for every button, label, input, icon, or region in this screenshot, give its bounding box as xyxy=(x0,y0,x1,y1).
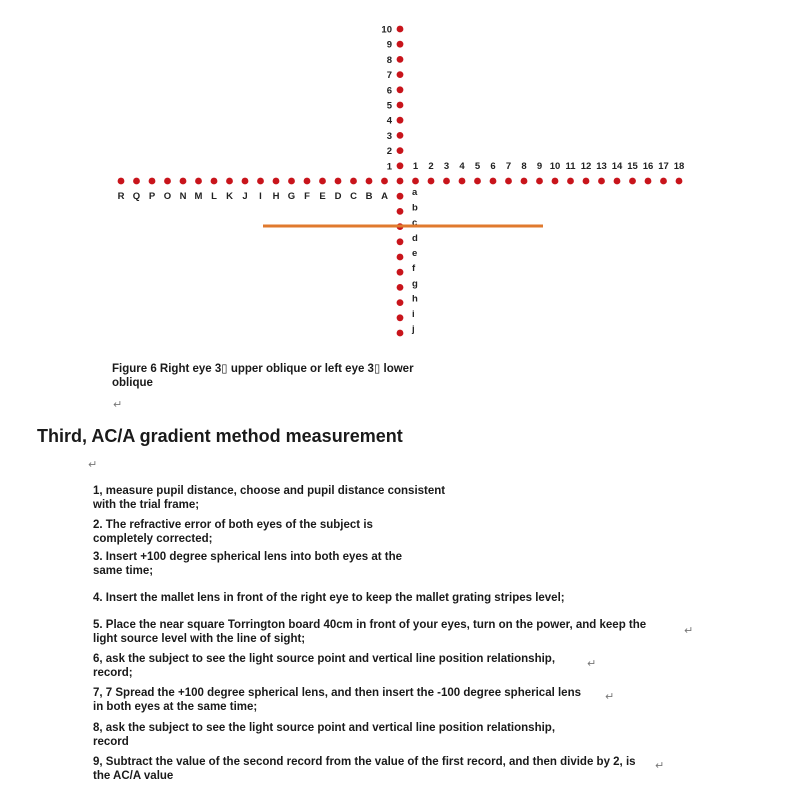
step-5 xyxy=(93,619,733,646)
right-dot-16 xyxy=(645,178,652,185)
right-dot-17 xyxy=(660,178,667,185)
left-dot-N xyxy=(180,178,187,185)
step-2 xyxy=(93,519,693,546)
left-label-C: C xyxy=(350,191,357,202)
down-dot-i xyxy=(397,314,404,321)
up-label-9: 9 xyxy=(386,39,392,51)
step-1-line-1: 1, measure pupil distance, choose and pupil distance consistent xyxy=(93,485,446,497)
left-dot-P xyxy=(149,178,156,185)
right-label-13: 13 xyxy=(596,161,607,172)
left-label-D: D xyxy=(334,191,342,202)
up-label-6: 6 xyxy=(386,85,392,97)
up-dot-7 xyxy=(397,71,404,78)
right-dot-7 xyxy=(505,178,512,185)
right-label-8: 8 xyxy=(521,161,527,172)
down-dot-j xyxy=(397,330,404,337)
left-label-P: P xyxy=(148,191,156,202)
up-dot-5 xyxy=(397,102,404,109)
right-dot-5 xyxy=(474,178,481,185)
down-label-a: a xyxy=(412,187,418,199)
caption-text-1: Figure 6 Right eye 3 xyxy=(112,363,222,375)
caption-text-3: lower oblique xyxy=(112,363,414,389)
maddox-cross-figure xyxy=(0,0,800,350)
right-dot-6 xyxy=(490,178,497,185)
step-6-line-1: 6, ask the subject to see the light source point and vertical line position relationship, xyxy=(93,653,556,665)
left-dot-L xyxy=(211,178,218,185)
up-dot-9 xyxy=(397,41,404,48)
left-dot-M xyxy=(195,178,202,185)
left-label-O: O xyxy=(163,191,172,202)
right-label-17: 17 xyxy=(658,161,669,172)
down-dot-f xyxy=(397,269,404,276)
step-3-line-1: 3. Insert +100 degree spherical lens into both eyes at the xyxy=(93,551,403,563)
down-label-i: i xyxy=(412,308,415,320)
center-dot xyxy=(397,178,404,185)
down-label-f: f xyxy=(412,263,416,275)
left-dot-K xyxy=(226,178,233,185)
down-dot-d xyxy=(397,238,404,245)
up-dot-2 xyxy=(397,147,404,154)
step-7 xyxy=(93,687,733,714)
right-dot-9 xyxy=(536,178,543,185)
step-9 xyxy=(93,756,733,783)
right-dot-1 xyxy=(412,178,419,185)
left-dot-H xyxy=(273,178,280,185)
left-label-R: R xyxy=(117,191,125,202)
step-9-line-2: the AC/A value xyxy=(93,769,174,782)
down-dot-a xyxy=(397,193,404,200)
left-label-L: L xyxy=(211,191,217,202)
step-7-line-1: 7, 7 Spread the +100 degree spherical lens, and then insert the -100 degree spherical lens xyxy=(93,687,581,699)
left-dot-E xyxy=(319,178,326,185)
left-dot-C xyxy=(350,178,357,185)
step-6-line-2: record; xyxy=(93,666,133,679)
down-label-g: g xyxy=(412,278,418,290)
left-label-B: B xyxy=(365,191,373,202)
step-3-line-2: same time; xyxy=(93,564,154,577)
right-dot-13 xyxy=(598,178,605,185)
right-label-6: 6 xyxy=(490,161,496,172)
left-dot-J xyxy=(242,178,249,185)
left-label-A: A xyxy=(381,191,388,202)
right-label-10: 10 xyxy=(549,161,561,172)
up-label-4: 4 xyxy=(386,115,392,127)
left-label-F: F xyxy=(304,191,310,202)
down-label-b: b xyxy=(412,202,418,214)
up-label-2: 2 xyxy=(386,146,392,158)
step-9-line-1: 9, Subtract the value of the second record from the value of the first record, and then divide by 2, is xyxy=(93,756,636,768)
left-dot-R xyxy=(118,178,125,185)
right-label-1: 1 xyxy=(412,161,419,172)
step-1-line-2: with the trial frame; xyxy=(93,498,200,511)
down-dot-b xyxy=(397,208,404,215)
left-label-M: M xyxy=(194,191,203,202)
right-dot-18 xyxy=(676,178,683,185)
step-2-line-2: completely corrected; xyxy=(93,532,213,545)
right-dot-12 xyxy=(583,178,590,185)
right-dot-10 xyxy=(552,178,559,185)
up-label-10: 10 xyxy=(381,24,392,36)
right-label-2: 2 xyxy=(428,161,434,172)
right-dot-15 xyxy=(629,178,636,185)
left-dot-D xyxy=(335,178,342,185)
right-dot-11 xyxy=(567,178,574,185)
left-dot-B xyxy=(366,178,373,185)
left-label-K: K xyxy=(226,191,233,202)
step-2-line-1: 2. The refractive error of both eyes of the subject is xyxy=(93,519,373,531)
down-dot-h xyxy=(397,299,404,306)
left-label-J: J xyxy=(242,191,248,202)
right-dot-8 xyxy=(521,178,528,185)
step-8-line-2: record xyxy=(93,735,129,748)
down-label-e: e xyxy=(412,248,418,259)
up-dot-3 xyxy=(397,132,404,139)
left-label-Q: Q xyxy=(132,191,141,202)
step-4-line-1: 4. Insert the mallet lens in front of the right eye to keep the mallet grating stripes level; xyxy=(93,592,565,604)
left-label-G: G xyxy=(287,191,296,202)
down-label-h: h xyxy=(412,293,418,305)
up-dot-6 xyxy=(397,86,404,93)
section-heading: Third, AC/A gradient method measurement xyxy=(37,426,403,446)
right-label-15: 15 xyxy=(627,161,638,172)
step-8-line-1: 8, ask the subject to see the light source point and vertical line position relationship, xyxy=(93,722,556,734)
right-label-16: 16 xyxy=(642,161,654,172)
right-label-3: 3 xyxy=(443,161,450,172)
up-dot-4 xyxy=(397,117,404,124)
right-dot-14 xyxy=(614,178,621,185)
left-label-N: N xyxy=(179,191,187,202)
left-dot-I xyxy=(257,178,264,185)
return-mark-2: ↵ xyxy=(88,458,98,471)
step-1 xyxy=(93,485,693,512)
step-6 xyxy=(93,653,733,680)
step-5-line-1: 5. Place the near square Torrington board 40cm in front of your eyes, turn on the power, and keep the xyxy=(93,619,647,631)
right-label-7: 7 xyxy=(505,161,512,172)
up-label-5: 5 xyxy=(386,100,392,112)
left-label-I: I xyxy=(259,191,262,202)
return-mark-6: ↵ xyxy=(655,759,665,772)
caption-text-2: upper oblique or left eye 3 xyxy=(227,363,374,375)
right-dot-4 xyxy=(459,178,466,185)
left-label-E: E xyxy=(319,191,326,202)
return-mark-5: ↵ xyxy=(605,690,615,703)
right-label-14: 14 xyxy=(611,161,623,172)
return-mark-3: ↵ xyxy=(684,624,694,637)
right-label-5: 5 xyxy=(474,161,481,172)
step-5-line-2: light source level with the line of sight; xyxy=(93,632,306,645)
left-dot-G xyxy=(288,178,295,185)
right-label-12: 12 xyxy=(580,161,592,172)
left-label-H: H xyxy=(272,191,280,202)
down-label-d: d xyxy=(412,232,418,244)
caption-box-2: ▯ xyxy=(373,363,381,375)
left-dot-A xyxy=(381,178,388,185)
up-dot-10 xyxy=(397,26,404,33)
return-mark-1: ↵ xyxy=(113,398,123,411)
up-label-1: 1 xyxy=(386,161,392,173)
right-label-4: 4 xyxy=(459,161,465,172)
step-7-line-2: in both eyes at the same time; xyxy=(93,700,258,713)
left-dot-O xyxy=(164,178,171,185)
step-8 xyxy=(93,722,733,749)
up-label-7: 7 xyxy=(386,70,392,82)
down-label-j: j xyxy=(412,324,415,335)
left-dot-F xyxy=(304,178,311,185)
down-dot-g xyxy=(397,284,404,291)
down-label-c: c xyxy=(412,217,418,229)
up-label-3: 3 xyxy=(386,130,392,142)
up-dot-1 xyxy=(397,162,404,169)
right-dot-3 xyxy=(443,178,450,185)
left-dot-Q xyxy=(133,178,140,185)
right-label-9: 9 xyxy=(536,161,543,172)
return-mark-4: ↵ xyxy=(587,657,597,670)
figure-caption xyxy=(112,362,457,390)
up-label-8: 8 xyxy=(386,54,392,66)
down-dot-e xyxy=(397,254,404,261)
step-3 xyxy=(93,551,693,578)
caption-box-1: ▯ xyxy=(221,363,228,375)
right-label-18: 18 xyxy=(673,161,685,172)
right-dot-2 xyxy=(428,178,435,185)
up-dot-8 xyxy=(397,56,404,63)
right-label-11: 11 xyxy=(565,161,576,172)
figure-dots xyxy=(118,26,683,337)
step-4 xyxy=(93,592,733,606)
